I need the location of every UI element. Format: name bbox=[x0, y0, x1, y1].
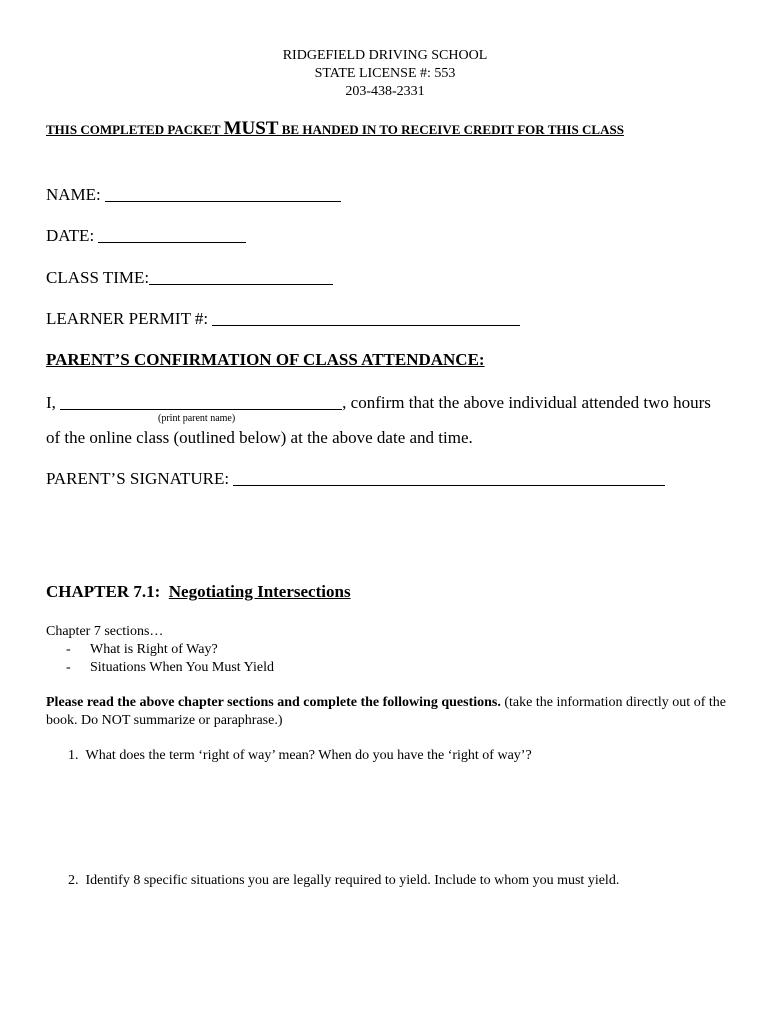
parent-confirmation-heading: PARENT’S CONFIRMATION OF CLASS ATTENDANCE: bbox=[46, 350, 485, 369]
date-label: DATE: bbox=[46, 226, 99, 245]
notice-must: MUST bbox=[223, 118, 279, 139]
school-name: RIDGEFIELD DRIVING SCHOOL bbox=[282, 48, 488, 63]
learner-permit-field bbox=[46, 309, 520, 329]
parent-name-blank[interactable] bbox=[60, 408, 342, 410]
parent-confirmation-line bbox=[46, 393, 711, 413]
i-label: I, bbox=[46, 393, 61, 412]
learner-permit-label: LEARNER PERMIT #: bbox=[46, 309, 213, 328]
confirm-text-continued: of the online class (outlined below) at the above date and time. bbox=[46, 428, 473, 447]
parent-signature-field bbox=[46, 469, 665, 489]
instructions-note: (take the information directly out of the book. Do NOT summarize or paraphrase.) bbox=[46, 695, 726, 728]
print-parent-name-hint: (print parent name) bbox=[158, 413, 236, 424]
question-text: Identify 8 specific situations you are legally required to yield. Include to whom you must yield. bbox=[85, 873, 620, 888]
question-text: What does the term ‘right of way’ mean? When do you have the ‘right of way’? bbox=[85, 748, 532, 763]
name-blank[interactable] bbox=[105, 200, 341, 202]
confirm-text: , confirm that the above individual attended two hours bbox=[342, 393, 711, 412]
question-number: 2. bbox=[68, 873, 79, 888]
notice-text-start: THIS COMPLETED PACKET bbox=[46, 122, 224, 137]
date-blank[interactable] bbox=[98, 241, 246, 243]
chapter-sections bbox=[46, 623, 274, 677]
class-time-label: CLASS TIME: bbox=[46, 268, 150, 287]
learner-permit-blank[interactable] bbox=[212, 324, 520, 326]
chapter-number: CHAPTER 7.1: bbox=[46, 582, 161, 601]
state-license: STATE LICENSE #: 553 bbox=[314, 66, 456, 81]
instructions-bold: Please read the above chapter sections and complete the following questions. bbox=[46, 695, 501, 710]
list-item: - Situations When You Must Yield bbox=[66, 660, 274, 675]
sections-list bbox=[46, 641, 274, 677]
question-1 bbox=[68, 748, 532, 764]
school-header bbox=[0, 47, 770, 101]
school-phone: 203-438-2331 bbox=[345, 84, 425, 99]
date-field bbox=[46, 226, 246, 246]
chapter-heading bbox=[46, 582, 351, 602]
signature-blank[interactable] bbox=[233, 484, 665, 486]
submission-notice bbox=[46, 118, 746, 140]
notice-text-end: BE HANDED IN TO RECEIVE CREDIT FOR THIS CLASS bbox=[278, 122, 624, 137]
list-item: - What is Right of Way? bbox=[66, 642, 218, 657]
chapter-title: Negotiating Intersections bbox=[168, 582, 351, 601]
signature-label: PARENT’S SIGNATURE: bbox=[46, 469, 234, 488]
question-number: 1. bbox=[68, 748, 79, 763]
class-time-field bbox=[46, 268, 333, 288]
question-2 bbox=[68, 873, 619, 889]
instructions bbox=[46, 694, 736, 730]
name-field bbox=[46, 185, 341, 205]
class-time-blank[interactable] bbox=[149, 283, 333, 285]
name-label: NAME: bbox=[46, 185, 106, 204]
sections-label: Chapter 7 sections… bbox=[46, 624, 164, 639]
